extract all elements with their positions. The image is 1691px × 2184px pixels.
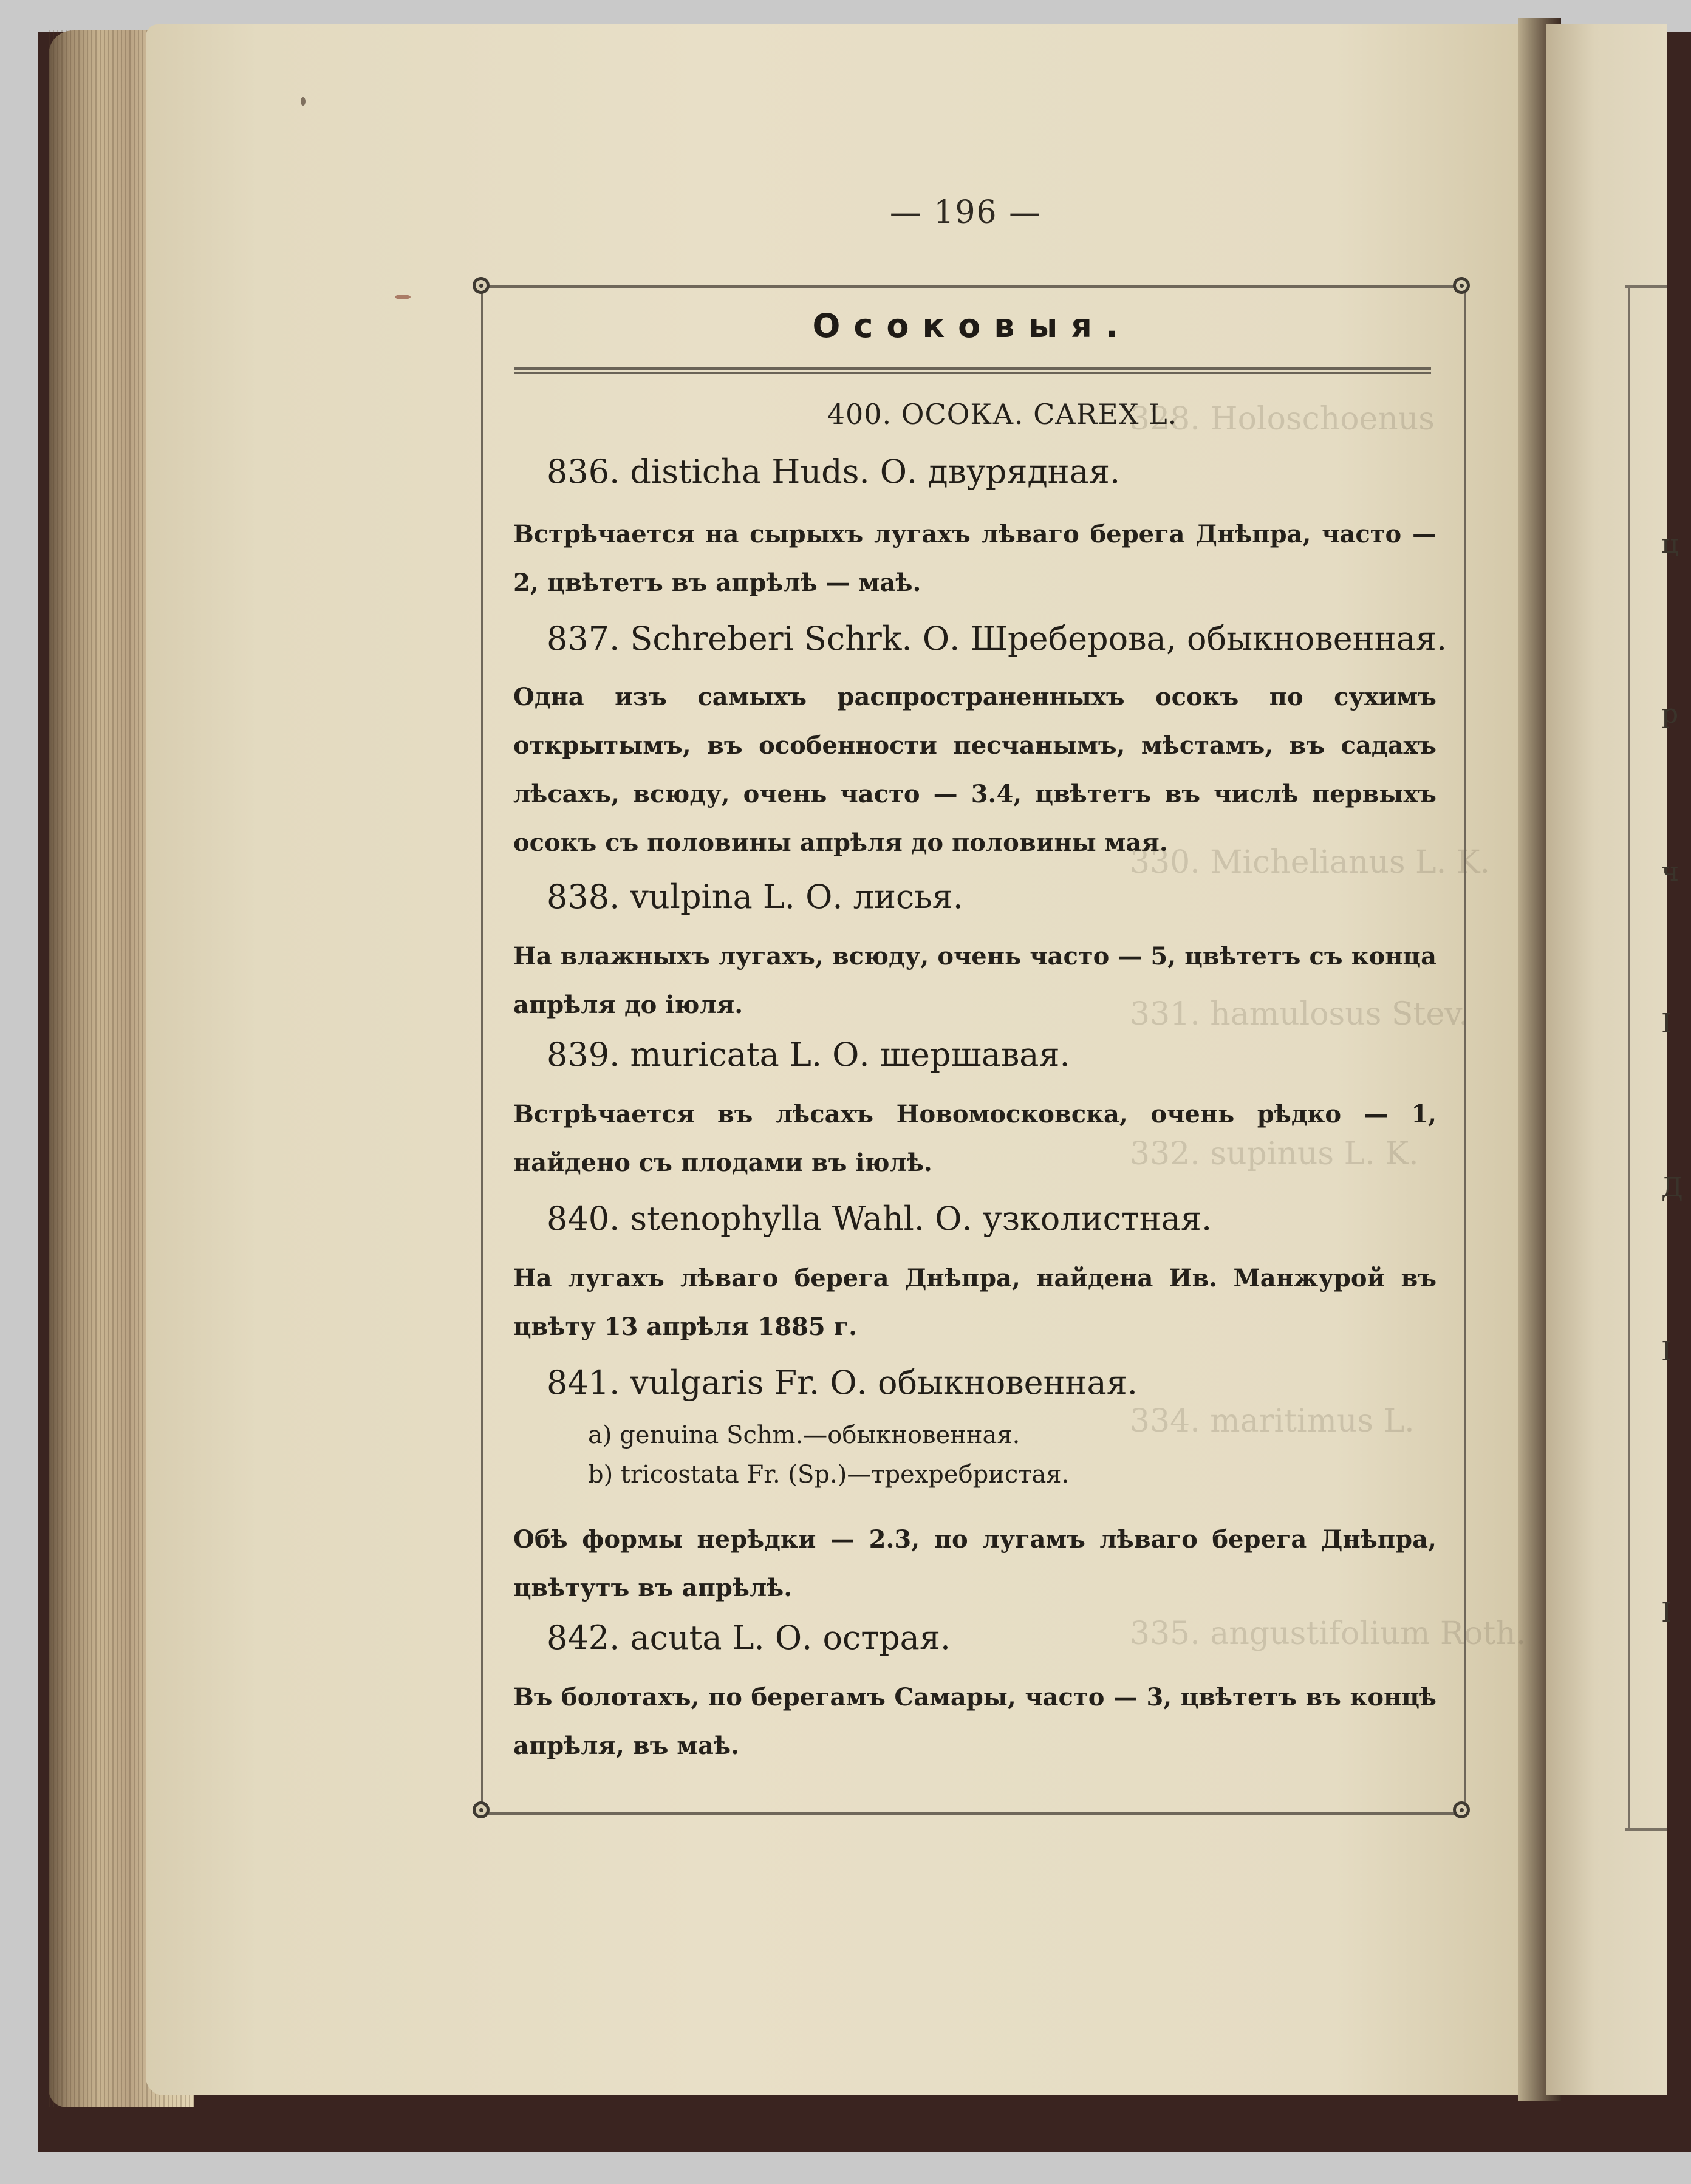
ink-stain [301, 97, 306, 106]
variety-item: a) genuina Schm.—обыкновенная. [588, 1421, 1020, 1449]
genus-heading: 400. ОСОКА. CAREX L. [827, 398, 1178, 431]
frame-corner-ornament [473, 1801, 490, 1818]
species-description: Встрѣчается на сырыхъ лугахъ лѣваго берега Днѣпра, часто — 2, цвѣтетъ въ апрѣлѣ — маѣ. [513, 520, 1436, 597]
species-description: Въ болотахъ, по берегамъ Самары, часто — 3, цвѣтетъ въ концѣ апрѣля, въ маѣ. [513, 1683, 1436, 1760]
species-description: На влажныхъ лугахъ, всюду, очень часто — 5, цвѣтетъ съ конца апрѣля до іюля. [513, 942, 1436, 1019]
facing-page-border [1628, 285, 1630, 1828]
page-number: — 196 — [889, 194, 1042, 231]
species-title: 841. vulgaris Fr. О. обыкновенная. [547, 1363, 1138, 1402]
bleed-through-text: 334. maritimus L. [1130, 1403, 1415, 1439]
frame-corner-ornament [473, 277, 490, 294]
facing-page-rule [1625, 285, 1667, 288]
species-title: 838. vulpina L. О. лисья. [547, 878, 963, 916]
ink-stain [395, 295, 411, 299]
variety-item: b) tricostata Fr. (Sp.)—трехребристая. [588, 1461, 1070, 1489]
bleed-through-text: 331. hamulosus Stev. [1130, 996, 1469, 1032]
species-title: 837. Schreberi Schrk. О. Шреберова, обыкновенная. [547, 619, 1447, 658]
facing-page-letter: I [1661, 1597, 1672, 1628]
facing-page-letter: Д [1661, 1172, 1683, 1203]
species-title: 839. muricata L. О. шершавая. [547, 1036, 1070, 1074]
frame-corner-ornament [1453, 277, 1470, 294]
species-description: Обѣ формы нерѣдки — 2.3, по лугамъ лѣваго берега Днѣпра, цвѣтутъ въ апрѣлѣ. [513, 1525, 1436, 1602]
species-title: 836. disticha Huds. О. двурядная. [547, 452, 1121, 491]
facing-page-letter: I [1661, 1336, 1672, 1367]
bleed-through-text: 328. Holoschoenus [1130, 401, 1435, 437]
section-title: Осоковыя. [812, 307, 1132, 345]
species-title: 840. stenophylla Wahl. О. узколистная. [547, 1199, 1212, 1238]
bleed-through-text: 330. Michelianus L. K. [1130, 844, 1490, 881]
bleed-through-text: 332. supinus L. K. [1130, 1136, 1419, 1172]
species-title: 842. acuta L. О. острая. [547, 1619, 951, 1657]
facing-page-letter: ц [1661, 528, 1679, 559]
section-divider [514, 367, 1431, 374]
species-description: Одна изъ самыхъ распространенныхъ осокъ по сухимъ открытымъ, въ особенности песчанымъ, мѣстамъ, въ садахъ лѣсахъ, всюду, очень часто — 3.4, цвѣтетъ въ числѣ первыхъ осокъ съ половины апрѣля до половины мая. [513, 683, 1436, 857]
facing-page-rule [1625, 1828, 1667, 1831]
bleed-through-text: 335. angustifolium Roth. [1130, 1616, 1526, 1652]
species-description: Встрѣчается въ лѣсахъ Новомосковска, очень рѣдко — 1, найдено съ плодами въ іюлѣ. [513, 1100, 1436, 1177]
frame-corner-ornament [1453, 1801, 1470, 1818]
facing-page-letter: р [1661, 698, 1679, 729]
facing-page-letter: I [1661, 1008, 1672, 1039]
facing-page [1546, 24, 1683, 2095]
species-description: На лугахъ лѣваго берега Днѣпра, найдена Ив. Манжурой въ цвѣту 13 апрѣля 1885 г. [513, 1264, 1436, 1341]
facing-page-letter: ч [1661, 856, 1679, 887]
